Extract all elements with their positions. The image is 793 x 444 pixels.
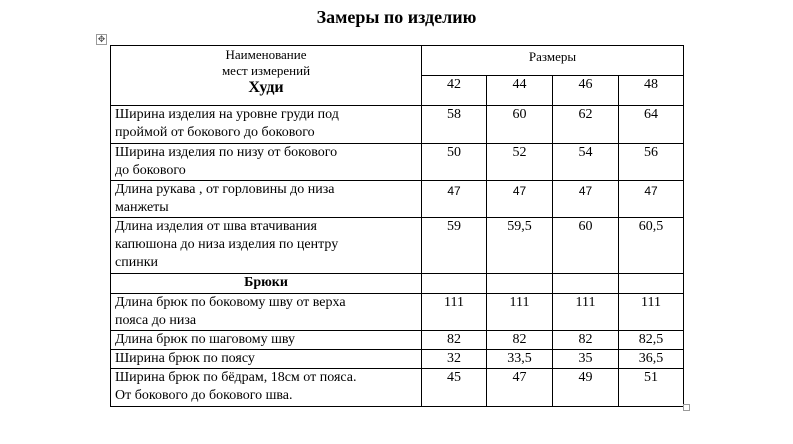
name-header-line1: Наименование [225,47,307,62]
empty-cell [619,274,684,294]
name-header-cell [111,46,422,106]
value-cell: 47 [422,181,487,218]
table-row [111,106,684,144]
table-move-handle-icon[interactable]: ✥ [97,34,106,44]
value-cell: 59,5 [487,218,553,274]
row-label-line: Длина брюк по боковому шву от верха [115,295,346,310]
row-label-line: Ширина изделия на уровне груди под [115,107,339,122]
row-label [111,350,422,369]
value-cell: 64 [619,106,684,144]
table-row [111,331,684,350]
value-cell: 60,5 [619,218,684,274]
table-row [111,369,684,407]
row-label-line: Ширина брюк по поясу [115,351,255,366]
row-label-line: пояса до низа [115,313,197,328]
row-label [111,294,422,331]
size-48: 48 [619,76,684,106]
row-label-line: Ширина изделия по низу от бокового [115,145,338,160]
row-label [111,218,422,274]
table-row [111,350,684,369]
value-cell: 60 [553,218,619,274]
value-cell: 51 [619,369,684,407]
size-42: 42 [422,76,487,106]
value-cell: 56 [619,144,684,181]
table-row [111,294,684,331]
value-cell: 111 [553,294,619,331]
row-label-line: Длина изделия от шва втачивания [115,219,317,234]
size-44: 44 [487,76,553,106]
value-cell: 111 [487,294,553,331]
value-cell: 82 [553,331,619,350]
value-cell: 33,5 [487,350,553,369]
value-cell: 52 [487,144,553,181]
row-label-line: Ширина брюк по бёдрам, 18см от пояса. [115,370,357,385]
value-cell: 82 [422,331,487,350]
header-row-top [111,46,684,76]
section-heading-hoodie: Худи [248,79,284,96]
value-cell: 62 [553,106,619,144]
value-cell: 54 [553,144,619,181]
empty-cell [422,274,487,294]
value-cell: 35 [553,350,619,369]
row-label [111,106,422,144]
row-label-line: до бокового [115,163,186,178]
value-cell: 111 [422,294,487,331]
row-label-line: Длина рукава , от горловины до низа [115,182,335,197]
value-cell: 49 [553,369,619,407]
value-cell: 47 [487,369,553,407]
row-label-line: Длина брюк по шаговому шву [115,332,296,347]
document-title: Замеры по изделию [316,7,477,27]
row-label-line: проймой от бокового до бокового [115,125,315,140]
value-cell: 32 [422,350,487,369]
table-row [111,218,684,274]
value-cell: 58 [422,106,487,144]
section-row [111,274,684,294]
value-cell: 111 [619,294,684,331]
table-row [111,181,684,218]
name-header-line2: мест измерений [221,63,311,78]
row-label-line: спинки [115,255,158,270]
sizes-header-cell: Размеры [422,46,684,76]
value-cell: 47 [619,181,684,218]
value-cell: 36,5 [619,350,684,369]
row-label-line: капюшона до низа изделия по центру [115,237,339,252]
measurements-table [110,45,684,407]
row-label [111,144,422,181]
value-cell: 60 [487,106,553,144]
table-resize-handle[interactable] [683,404,690,411]
table-row [111,144,684,181]
row-label [111,331,422,350]
row-label [111,181,422,218]
empty-cell [553,274,619,294]
value-cell: 82 [487,331,553,350]
value-cell: 47 [553,181,619,218]
section-heading-pants: Брюки [111,274,422,294]
value-cell: 50 [422,144,487,181]
value-cell: 45 [422,369,487,407]
size-46: 46 [553,76,619,106]
empty-cell [487,274,553,294]
row-label [111,369,422,407]
value-cell: 82,5 [619,331,684,350]
row-label-line: От бокового до бокового шва. [115,388,293,403]
value-cell: 59 [422,218,487,274]
row-label-line: манжеты [115,200,169,215]
value-cell: 47 [487,181,553,218]
